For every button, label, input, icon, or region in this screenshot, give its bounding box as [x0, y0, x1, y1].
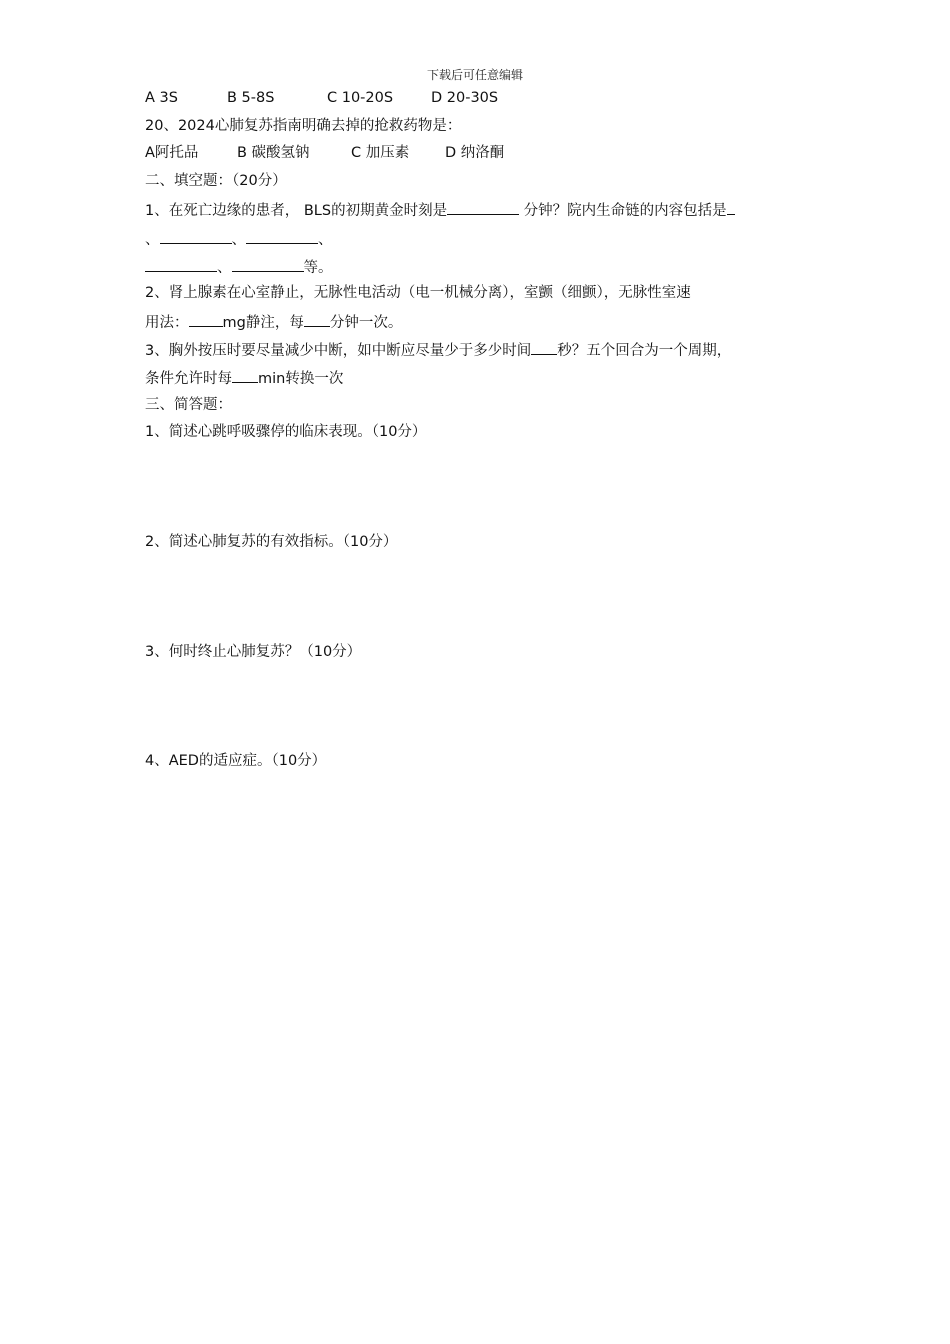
fill-q3-text-b: 秒？五个回合为一个周期， [557, 343, 732, 359]
short-answer-q4: 4、AED的适应症。（10分） [145, 753, 327, 769]
q19-option-d: D 20-30S [431, 90, 499, 106]
fill-heading: 二、填空题：（20分） [145, 173, 287, 189]
separator: 、 [145, 232, 160, 248]
blank-chain-4 [145, 256, 217, 272]
blank-chain-3 [246, 228, 318, 244]
short-answer-heading: 三、简答题： [145, 397, 232, 413]
short-answer-q1: 1、简述心跳呼吸骤停的临床表现。（10分） [145, 424, 427, 440]
q20-option-a: A阿托品 [145, 145, 199, 161]
fill-q1-line3 [145, 256, 333, 278]
fill-q3-text-c: 条件允许时每 [145, 371, 232, 387]
fill-q2-text-b: mg静注，每 [222, 315, 304, 331]
blank-interval [304, 311, 330, 327]
fill-q3-line2 [145, 367, 343, 389]
blank-chain-1 [727, 199, 735, 215]
short-answer-q2: 2、简述心肺复苏的有效指标。（10分） [145, 534, 398, 550]
q19-option-c: C 10-20S [327, 90, 394, 106]
q19-option-a: A 3S [145, 90, 178, 106]
blank-chain-5 [232, 256, 304, 272]
page-header: 下载后可任意编辑 [426, 68, 523, 82]
fill-q2-text-c: 分钟一次。 [329, 315, 403, 331]
q20-option-d: D 纳洛酮 [445, 145, 505, 161]
blank-chain-2 [160, 228, 232, 244]
separator: 、 [217, 260, 232, 276]
q20-options [145, 143, 504, 163]
separator: 、 [231, 232, 246, 248]
blank-dose [189, 311, 223, 327]
fill-q1-end: 等。 [303, 260, 333, 276]
q19-options [145, 88, 498, 108]
fill-q1-line2 [145, 228, 333, 250]
blank-rotate-min [232, 367, 258, 383]
fill-q2-text-a: 用法： [145, 315, 189, 331]
separator: 、 [318, 232, 333, 248]
fill-q3-line1 [145, 339, 731, 361]
q20-option-b: B 碳酸氢钠 [237, 145, 310, 161]
short-answer-q3: 3、何时终止心肺复苏？（10分） [145, 644, 362, 660]
blank-seconds [531, 339, 557, 355]
blank-golden-minutes [447, 199, 519, 215]
fill-q2-line1: 2、肾上腺素在心室静止，无脉性电活动（电一机械分离），室颤（细颤），无脉性室速 [145, 285, 691, 301]
fill-q3-text-d: min转换一次 [258, 371, 344, 387]
fill-q1-text-a: 1、在死亡边缘的患者， BLS的初期黄金时刻是 [145, 203, 448, 219]
q19-option-b: B 5-8S [227, 90, 275, 106]
q20-option-c: C 加压素 [351, 145, 410, 161]
fill-q2-line2 [145, 311, 402, 333]
fill-q1-line1 [145, 199, 735, 221]
fill-q1-text-b: 分钟？院内生命链的内容包括是 [519, 203, 727, 219]
fill-q3-text-a: 3、胸外按压时要尽量减少中断，如中断应尽量少于多少时间 [145, 343, 532, 359]
q20-stem: 20、2024心肺复苏指南明确去掉的抢救药物是： [145, 118, 462, 134]
